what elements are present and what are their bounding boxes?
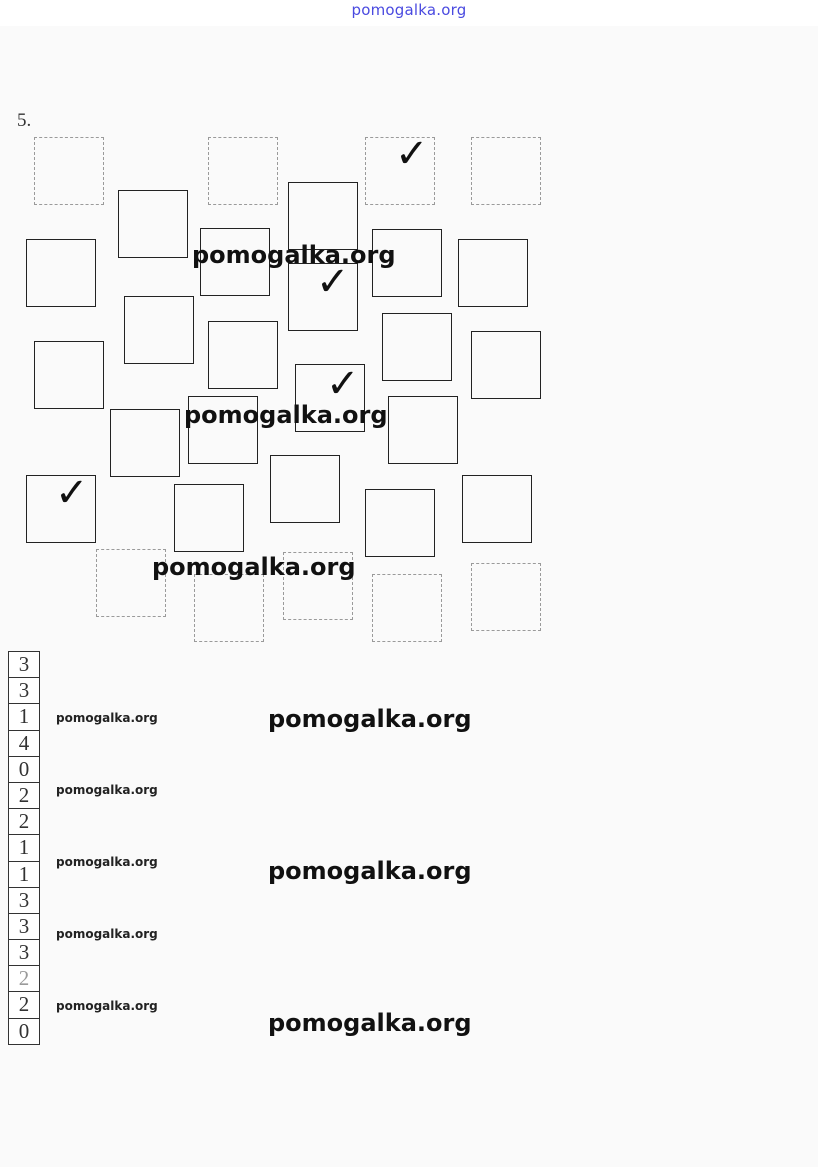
header-bar [0, 0, 818, 26]
square [194, 574, 264, 642]
check-mark-icon: ✓ [316, 259, 350, 305]
answer-cell: 0 [9, 757, 39, 783]
watermark-small: pomogalka.org [56, 927, 158, 941]
square [462, 475, 532, 543]
watermark-small: pomogalka.org [56, 783, 158, 797]
square [372, 574, 442, 642]
answer-cell: 3 [9, 940, 39, 966]
square [458, 239, 528, 307]
square [388, 396, 458, 464]
square [174, 484, 244, 552]
square [382, 313, 452, 381]
square [208, 321, 278, 389]
square [26, 239, 96, 307]
answer-cell: 3 [9, 678, 39, 704]
answer-cell: 1 [9, 862, 39, 888]
answer-cell: 1 [9, 704, 39, 730]
watermark: pomogalka.org [268, 1009, 472, 1037]
square [471, 563, 541, 631]
check-mark-icon: ✓ [395, 131, 429, 177]
check-mark-icon: ✓ [326, 361, 360, 407]
check-mark-icon: ✓ [55, 470, 89, 516]
answer-cell: 2 [9, 809, 39, 835]
square [288, 182, 358, 250]
watermark-small: pomogalka.org [56, 999, 158, 1013]
watermark-small: pomogalka.org [56, 855, 158, 869]
answer-cell: 0 [9, 1019, 39, 1045]
square [124, 296, 194, 364]
site-link[interactable]: pomogalka.org [351, 1, 467, 19]
watermark: pomogalka.org [152, 553, 356, 581]
square [34, 341, 104, 409]
answer-cell: 3 [9, 914, 39, 940]
square [118, 190, 188, 258]
answer-cell: 2 [9, 966, 39, 992]
square [471, 331, 541, 399]
square [471, 137, 541, 205]
watermark-small: pomogalka.org [56, 711, 158, 725]
square [34, 137, 104, 205]
answer-cell: 3 [9, 888, 39, 914]
square [208, 137, 278, 205]
task-number: 5. [17, 110, 32, 131]
answer-column [8, 651, 40, 1045]
square [365, 489, 435, 557]
watermark: pomogalka.org [268, 705, 472, 733]
answer-cell: 4 [9, 731, 39, 757]
watermark: pomogalka.org [184, 401, 388, 429]
answer-cell: 2 [9, 992, 39, 1018]
square [110, 409, 180, 477]
square [270, 455, 340, 523]
answer-cell: 1 [9, 835, 39, 861]
answer-cell: 3 [9, 652, 39, 678]
answer-cell: 2 [9, 783, 39, 809]
watermark: pomogalka.org [192, 241, 396, 269]
watermark: pomogalka.org [268, 857, 472, 885]
